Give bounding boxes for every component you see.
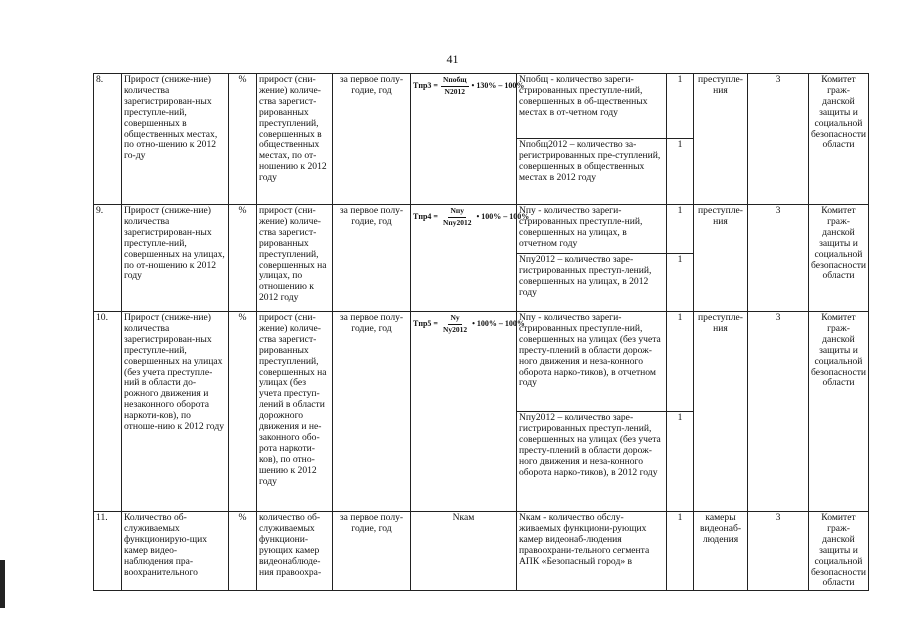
table-row <box>94 512 869 591</box>
indicator-name: Прирост (сниже-ние) количества зарегистрирован-ных преступле-ний, совершенных в общественных местах, по отно-шению к 2012 го-ду <box>122 74 229 205</box>
basis: преступле-ния <box>694 205 748 312</box>
variable-description: Nпу - количество зареги-стрированных преступле-ний, совершенных на улицах (без учета престу-плений в области дорож-ного движения и неза-конного оборота нарко-тиков), в отчетном году <box>517 312 667 412</box>
formula-numerator: Nпу <box>448 206 466 218</box>
responsible: Комитет граж-данской защиты и социальной безопасности области <box>809 512 869 591</box>
indicators-table <box>93 73 869 591</box>
basis: преступле-ния <box>694 312 748 512</box>
variable-description: Nкам - количество обслу-живаемых функциони-рующих камер видеонаб-людения правоохрани-тельного сегмента АПК «Безопасный город» в <box>517 512 667 591</box>
indicator-name: Прирост (сниже-ние) количества зарегистрирован-ных преступле-ний, совершенных на улицах, по от-ношению к 2012 году <box>122 205 229 312</box>
data-source: 1 <box>667 205 694 254</box>
period: за первое полу-годие, год <box>333 512 411 591</box>
formula-denominator: N2012 <box>444 86 465 96</box>
variable-description: Nпу2012 – количество заре-гистрированных преступ-лений, совершенных на улицах (без учета престу-плений в области дорож-ного движения и неза-конного оборота нарко-тиков), в 2012 году <box>517 412 667 512</box>
indicator-name: Прирост (сниже-ние) количества зарегистрирован-ных преступле-ний, совершенных на улицах (без учета преступле-ний в области до-рожного движения и незаконного оборота наркоти-ков), по отноше-нию к 2012 году <box>122 312 229 512</box>
method: 3 <box>748 74 809 205</box>
variable-description: Nпу2012 – количество заре-гистрированных преступ-лений, совершенных на улицах, в 2012 году <box>517 254 667 312</box>
row-number: 10. <box>94 312 122 512</box>
formula: Nкам <box>411 512 517 591</box>
row-number: 9. <box>94 205 122 312</box>
formula-lhs: Tпр5 = <box>413 318 438 328</box>
responsible: Комитет граж-данской защиты и социальной безопасности области <box>809 205 869 312</box>
table-row <box>94 74 869 139</box>
indicator-name: Количество об-служиваемых функционирую-щих камер видео-наблюдения пра-воохранительного <box>122 512 229 591</box>
indicator-definition: прирост (сни-жение) количе-ства зарегист-рированных преступлений, совершенных на улицах (без учета преступ-лений в области дорожного движения и не-законного обо-рота наркоти-ков), по отно-шению к 2012 году <box>257 312 333 512</box>
table-row <box>94 312 869 412</box>
table-row <box>94 205 869 254</box>
data-source: 1 <box>667 312 694 412</box>
period: за первое полу-годие, год <box>333 74 411 205</box>
variable-description: Nпу - количество зареги-стрированных преступле-ний, совершенных на улицах, в отчетном году <box>517 205 667 254</box>
page-number: 41 <box>446 52 459 66</box>
scan-edge-mark <box>0 560 5 608</box>
period: за первое полу-годие, год <box>333 312 411 512</box>
formula-rhs: • 100% – 100% <box>472 318 525 328</box>
variable-description: Nпобщ - количество зареги-стрированных преступле-ний, совершенных в об-щественных местах в от-четном году <box>517 74 667 139</box>
formula-numerator: Nу <box>448 313 461 325</box>
data-source: 1 <box>667 139 694 205</box>
unit: % <box>229 74 257 205</box>
formula-rhs: • 100% – 100% <box>476 211 530 221</box>
indicator-definition: количество об-служиваемых функциони-рующих камер видеонаблюде-ния правоохра- <box>257 512 333 591</box>
data-source: 1 <box>667 254 694 312</box>
formula-lhs: Tпр4 = <box>413 211 438 221</box>
method: 3 <box>748 512 809 591</box>
formula-denominator: Nпу2012 <box>442 217 472 227</box>
unit: % <box>229 312 257 512</box>
method: 3 <box>748 205 809 312</box>
unit: % <box>229 205 257 312</box>
data-source: 1 <box>667 512 694 591</box>
period: за первое полу-годие, год <box>333 205 411 312</box>
responsible: Комитет граж-данской защиты и социальной безопасности области <box>809 74 869 205</box>
formula <box>411 205 530 312</box>
formula <box>411 74 525 205</box>
formula-rhs: • 130% – 100% <box>471 80 525 90</box>
basis: камеры видеонаб-людения <box>694 512 748 591</box>
formula <box>411 312 525 512</box>
row-number: 11. <box>94 512 122 591</box>
row-number: 8. <box>94 74 122 205</box>
data-source: 1 <box>667 412 694 512</box>
responsible: Комитет граж-данской защиты и социальной безопасности области <box>809 312 869 512</box>
formula-denominator: Nу2012 <box>442 324 468 334</box>
basis: преступле-ния <box>694 74 748 205</box>
indicator-definition: прирост (сни-жение) количе-ства зарегист-рированных преступлений, совершенных в общественных местах, по от-ношению к 2012 году <box>257 74 333 205</box>
data-source: 1 <box>667 74 694 139</box>
formula-numerator: Nпобщ <box>441 75 469 87</box>
method: 3 <box>748 312 809 512</box>
unit: % <box>229 512 257 591</box>
formula-lhs: Tпр3 = <box>413 80 438 90</box>
variable-description: Nпобщ2012 – количество за-регистрированных пре-ступлений, совершенных в общественных местах в 2012 году <box>517 139 667 205</box>
indicator-definition: прирост (сни-жение) количе-ства зарегист-рированных преступлений, совершенных на улицах, по отношению к 2012 году <box>257 205 333 312</box>
